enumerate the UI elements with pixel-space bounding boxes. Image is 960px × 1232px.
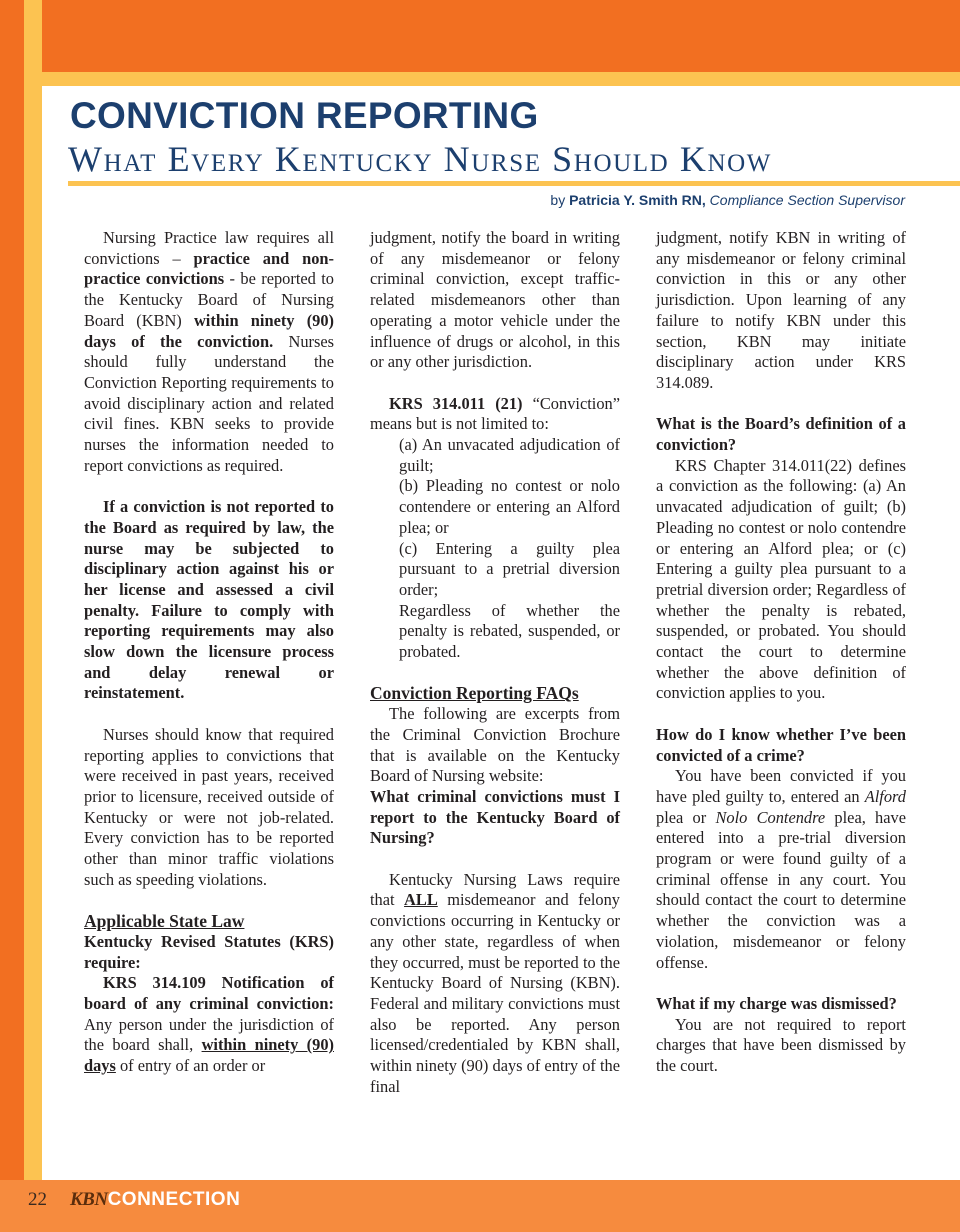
past-convictions-paragraph: Nurses should know that required reporting applies to convictions that were received in past years, received prior to licensure, received outside of Kentucky or were not job-related. Every conviction has to be reported other than minor traffic violations such as speeding violations. (84, 724, 334, 889)
definition-item-d: Regardless of whether the penalty is rebated, suspended, or probated. (399, 600, 620, 662)
conviction-definition-paragraph (370, 394, 620, 435)
faq-question-3: How do I know whether I’ve been convicted of a crime? (656, 724, 906, 765)
article-title: CONVICTION REPORTING (70, 95, 539, 136)
article-subtitle: What Every Kentucky Nurse Should Know (68, 139, 772, 179)
byline-author: Patricia Y. Smith RN, (569, 192, 706, 208)
krs-continued-paragraph: judgment, notify the board in writing of any misdemeanor or felony criminal conviction, except traffic-related misdemeanors other than operating a motor vehicle under the influence of drugs or alcohol, in this or any other jurisdiction. (370, 228, 620, 372)
answer-1-text-a: Kentucky Nursing Laws require that (370, 869, 620, 910)
page-number: 22 (28, 1189, 47, 1210)
faq-answer-1 (370, 870, 620, 1098)
faq-question-4: What if my charge was dismissed? (656, 993, 897, 1013)
definition-item-a: (a) An unvacated adjudication of guilt; (399, 435, 620, 475)
answer-3-text-e: plea, have entered into a pre-trial diversion program or were found guilty of a criminal offense in any court. You should contact the court to determine whether the conviction was a violation, misdemeanor or felony offense. (656, 807, 906, 972)
answer-3-text-a: You have been convicted if you have pled guilty to, entered an (656, 766, 906, 806)
krs-314-109-paragraph (84, 973, 334, 1077)
kbn-connection-logo (70, 1189, 240, 1211)
faq-answer-1-continued: judgment, notify KBN in writing of any misdemeanor or felony criminal conviction in this or any other jurisdiction. Upon learning of any failure to notify KBN under this section, KBN may initiate disciplinary action under KRS 314.089. (656, 228, 906, 392)
definition-text: “Conviction” means but is not limited to: (370, 393, 620, 434)
answer-1-text-c: misdemeanor and felony convictions occurring in Kentucky or any other state, regardless of when they occurred, must be reported to the Kentucky Board of Nursing (KBN). Federal and military convictions must also be reported. Any person licensed/credentialed by KBN shall, within ninety (90) days of entry of the final (370, 890, 620, 1096)
faq-heading: Conviction Reporting FAQs (370, 683, 579, 704)
krs-text-b: within ninety (90) days (84, 1035, 334, 1076)
faq-answer-3 (656, 766, 906, 973)
top-yellow-band (0, 72, 960, 86)
intro-text-d: within ninety (90) days of the conviction. (84, 310, 334, 351)
left-yellow-bar (24, 0, 42, 1180)
left-white-strip (42, 86, 68, 1180)
definition-item-c: (c) Entering a guilty plea pursuant to a pretrial diversion order; (399, 538, 620, 599)
byline-by: by (550, 192, 566, 208)
intro-text-e: Nurses should fully understand the Conviction Reporting requirements to avoid disciplinary action and related civil fines. KBN seeks to provide nurses the information needed to report convictions as required. (84, 331, 335, 475)
krs-require-heading: Kentucky Revised Statutes (KRS) require: (84, 931, 334, 972)
faq-question-1: What criminal convictions must I report to the Kentucky Board of Nursing? (370, 786, 620, 848)
intro-text-b: practice and non-practice convictions (84, 248, 334, 289)
faq-question-2: What is the Board’s definition of a conviction? (656, 414, 906, 455)
intro-text-a: Nursing Practice law requires all convictions – (84, 228, 334, 268)
krs-text-c: of entry of an order or (115, 1056, 266, 1076)
intro-text-c: - be reported to the Kentucky Board of Nursing Board (KBN) (84, 269, 334, 330)
faq-intro: The following are excerpts from the Criminal Conviction Brochure that is available on the Kentucky Board of Nursing website: (370, 704, 620, 786)
top-orange-band (0, 0, 960, 72)
column-3 (656, 228, 906, 1077)
krs-314-109-heading: KRS 314.109 Notification of board of any criminal conviction: (84, 973, 334, 1013)
answer-3-text-c: plea or (656, 807, 716, 827)
logo-kbn: KBN (70, 1189, 108, 1210)
answer-3-text-b: Alford (864, 786, 906, 806)
intro-paragraph (84, 228, 334, 476)
column-1 (84, 228, 334, 1077)
faq-answer-2: KRS Chapter 314.011(22) defines a conviction as the following: (a) An unvacated adjudication of guilt; (b) Pleading no contest or nolo contendre or entering an Alford plea; or (c) Entering a guilty plea pursuant to a pretrial diversion order; Regardless of whether the penalty is rebated, suspended, or probated. You should contact the court to determine whether the above definition of conviction applies to you. (656, 455, 906, 703)
krs-314-011-label: KRS 314.011 (21) (389, 393, 523, 413)
byline-role: Compliance Section Supervisor (709, 192, 905, 208)
definition-item-b: (b) Pleading no contest or nolo contendere or entering an Alford plea; or (399, 476, 620, 537)
byline (550, 192, 905, 208)
answer-1-text-b: ALL (404, 890, 438, 910)
krs-text-a: Any person under the jurisdiction of the board shall, (84, 1014, 334, 1055)
column-2 (370, 228, 620, 1097)
warning-paragraph: If a conviction is not reported to the Board as required by law, the nurse may be subjected to disciplinary action against his or her license and assessed a civil penalty. Failure to comply with reporting requirements may also slow down the licensure process and delay renewal or reinstatement. (84, 497, 334, 703)
applicable-state-law-heading: Applicable State Law (84, 911, 245, 932)
title-rule (68, 181, 960, 186)
faq-answer-4: You are not required to report charges that have been dismissed by the court. (656, 1014, 906, 1076)
logo-connection: CONNECTION (107, 1189, 241, 1210)
answer-3-text-d: Nolo Contendre (715, 807, 826, 827)
left-orange-bar (0, 0, 24, 1232)
